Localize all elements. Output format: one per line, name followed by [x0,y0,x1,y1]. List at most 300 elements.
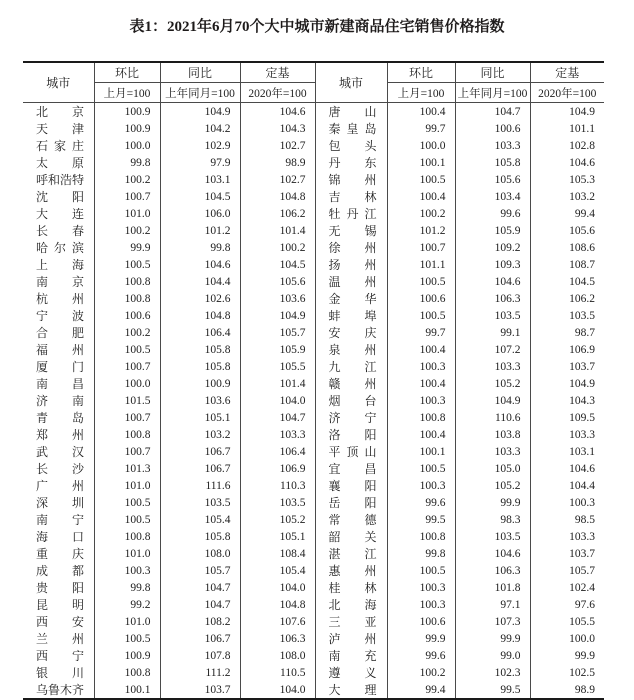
table-row [23,630,604,647]
yoy-cell-right: 99.0 [455,647,530,664]
table-header [23,62,604,103]
city-cell-right [315,647,387,664]
city-cell-right [315,103,387,121]
mom-cell-left: 101.0 [94,205,160,222]
city-cell-right [315,528,387,545]
table-row [23,358,604,375]
city-name: 广州 [36,479,84,493]
mom-cell-left: 100.9 [94,120,160,137]
mom-cell-left: 100.0 [94,375,160,392]
mom-cell-right: 100.8 [387,528,455,545]
mom-cell-right: 100.0 [387,137,455,154]
yoy-cell-left: 104.8 [160,307,240,324]
city-name: 扬州 [328,258,377,272]
city-name: 重庆 [36,547,84,561]
mom-cell-right: 100.5 [387,273,455,290]
mom-cell-left: 100.3 [94,562,160,579]
yoy-cell-right: 103.4 [455,188,530,205]
header-yoy-left: 同比 [160,62,240,83]
city-name: 乌鲁木齐 [36,683,85,697]
city-name: 丹东 [328,156,377,170]
mom-cell-left: 100.7 [94,188,160,205]
city-name: 遵义 [328,666,377,680]
city-cell-right [315,579,387,596]
city-cell-left [23,545,94,562]
table-row [23,681,604,699]
header-city-left: 城市 [23,62,94,103]
city-cell-left [23,222,94,239]
yoy-cell-left: 106.4 [160,324,240,341]
table-row [23,647,604,664]
base-cell-right: 105.6 [569,224,595,237]
yoy-cell-right: 98.3 [455,511,530,528]
base-cell-left: 104.9 [240,307,315,324]
base-cell-right: 104.9 [569,105,595,118]
city-cell-left [23,273,94,290]
table-row [23,528,604,545]
city-cell-left [23,596,94,613]
mom-cell-left: 100.2 [94,222,160,239]
base-cell-right: 103.7 [569,547,595,560]
mom-cell-right: 99.5 [387,511,455,528]
city-name: 大连 [36,207,84,221]
mom-cell-left: 100.9 [94,647,160,664]
base-cell-right: 102.4 [569,581,595,594]
city-cell-right [315,188,387,205]
city-cell-right [315,494,387,511]
city-name: 长沙 [36,462,84,476]
yoy-cell-left: 104.7 [160,579,240,596]
city-cell-left [23,647,94,664]
table-row [23,460,604,477]
yoy-cell-left: 103.1 [160,171,240,188]
city-cell-left [23,120,94,137]
base-cell-right: 105.3 [569,173,595,186]
yoy-cell-right: 99.9 [455,494,530,511]
yoy-cell-right: 105.2 [455,477,530,494]
header-mom-left: 环比 [94,62,160,83]
mom-cell-right: 100.5 [387,460,455,477]
header-base-right: 定基 [555,66,580,80]
yoy-cell-right: 107.3 [455,613,530,630]
mom-cell-left: 100.2 [94,171,160,188]
table-row [23,664,604,681]
yoy-cell-right: 105.6 [455,171,530,188]
mom-cell-right: 100.3 [387,392,455,409]
city-cell-left [23,494,94,511]
base-cell-right: 103.7 [569,360,595,373]
table-body [23,103,604,700]
header-mom-sub-right: 上月=100 [387,83,455,103]
header-base-left: 定基 [240,62,315,83]
city-name: 郑州 [36,428,84,442]
base-cell-left: 104.0 [240,392,315,409]
yoy-cell-right: 99.5 [455,681,530,699]
mom-cell-left: 100.2 [94,324,160,341]
city-cell-left [23,477,94,494]
header-row-sub [23,83,604,103]
city-name: 常德 [328,513,377,527]
city-cell-right [315,222,387,239]
yoy-cell-left: 105.8 [160,341,240,358]
base-cell-right: 106.9 [569,343,595,356]
base-cell-right: 104.6 [569,156,595,169]
base-cell-left: 106.9 [240,460,315,477]
mom-cell-right: 99.6 [387,494,455,511]
mom-cell-left: 101.5 [94,392,160,409]
city-name: 石家庄 [36,139,84,153]
mom-cell-left: 101.0 [94,613,160,630]
city-cell-left [23,307,94,324]
city-name: 杭州 [36,292,84,306]
city-name: 南京 [36,275,84,289]
base-cell-left: 108.4 [240,545,315,562]
city-name: 成都 [36,564,84,578]
header-base-sub-right: 2020年=100 [530,83,604,103]
header-row-main [23,62,604,83]
mom-cell-right: 99.7 [387,324,455,341]
city-name: 南昌 [36,377,84,391]
base-cell-right: 98.7 [574,326,595,339]
mom-cell-right: 99.9 [387,630,455,647]
city-cell-left [23,460,94,477]
base-cell-right: 108.6 [569,241,595,254]
base-cell-right: 104.5 [569,275,595,288]
yoy-cell-right: 109.2 [455,239,530,256]
city-cell-right [315,273,387,290]
city-cell-right [315,681,387,699]
city-name: 湛江 [328,547,377,561]
base-cell-left: 103.6 [240,290,315,307]
city-cell-left [23,528,94,545]
city-cell-left [23,256,94,273]
mom-cell-left: 100.5 [94,630,160,647]
mom-cell-right: 100.1 [387,443,455,460]
mom-cell-right: 100.6 [387,613,455,630]
mom-cell-left: 100.8 [94,664,160,681]
table-row [23,494,604,511]
city-cell-right [315,545,387,562]
base-cell-left: 104.6 [240,103,315,121]
base-cell-left: 106.2 [240,205,315,222]
city-cell-right [315,120,387,137]
table-row [23,324,604,341]
city-name: 泸州 [328,632,377,646]
yoy-cell-left: 105.8 [160,528,240,545]
yoy-cell-right: 110.6 [455,409,530,426]
mom-cell-left: 100.7 [94,409,160,426]
city-name: 宜昌 [328,462,377,476]
mom-cell-right: 100.4 [387,375,455,392]
base-cell-right: 105.5 [569,615,595,628]
yoy-cell-left: 111.2 [160,664,240,681]
mom-cell-right: 100.7 [387,239,455,256]
base-cell-left: 98.9 [240,154,315,171]
city-name: 呼和浩特 [36,173,85,187]
city-name: 西宁 [36,649,84,663]
page-title: 表1：2021年6月70个大中城市新建商品住宅销售价格指数 [129,19,505,35]
base-cell-left: 102.7 [240,137,315,154]
yoy-cell-left: 104.4 [160,273,240,290]
city-cell-right [315,256,387,273]
city-cell-left [23,392,94,409]
city-name: 厦门 [36,360,84,374]
mom-cell-right: 100.5 [387,307,455,324]
city-cell-right [315,477,387,494]
city-cell-left [23,358,94,375]
mom-cell-right: 100.2 [387,205,455,222]
yoy-cell-left: 105.7 [160,562,240,579]
mom-cell-right: 99.8 [387,545,455,562]
table-row [23,545,604,562]
mom-cell-left: 100.6 [94,307,160,324]
city-name: 哈尔滨 [36,241,84,255]
table-row [23,341,604,358]
mom-cell-right: 100.6 [387,290,455,307]
base-cell-right: 99.9 [574,649,595,662]
base-cell-right: 104.4 [569,479,595,492]
city-cell-left [23,137,94,154]
yoy-cell-right: 103.3 [455,358,530,375]
city-cell-right [315,409,387,426]
city-cell-left [23,341,94,358]
base-cell-right: 99.4 [574,207,595,220]
base-cell-left: 104.7 [240,409,315,426]
mom-cell-left: 100.9 [94,103,160,121]
table-row [23,239,604,256]
yoy-cell-left: 107.8 [160,647,240,664]
base-cell-left: 104.3 [240,120,315,137]
base-cell-right: 109.5 [569,411,595,424]
city-name: 襄阳 [328,479,377,493]
yoy-cell-right: 105.0 [455,460,530,477]
mom-cell-left: 100.8 [94,273,160,290]
yoy-cell-right: 103.5 [455,307,530,324]
yoy-cell-left: 103.5 [160,494,240,511]
yoy-cell-right: 103.8 [455,426,530,443]
city-cell-left [23,664,94,681]
city-cell-right [315,358,387,375]
mom-cell-right: 100.3 [387,579,455,596]
yoy-cell-left: 104.5 [160,188,240,205]
table-row [23,120,604,137]
city-name: 桂林 [328,581,377,595]
city-name: 吉林 [328,190,377,204]
city-cell-left [23,630,94,647]
city-cell-right [315,392,387,409]
base-cell-left: 101.4 [240,222,315,239]
base-cell-left: 107.6 [240,613,315,630]
city-name: 大理 [328,683,377,697]
mom-cell-right: 100.3 [387,477,455,494]
base-cell-right: 105.7 [569,564,595,577]
city-name: 海口 [36,530,84,544]
base-cell-right: 104.9 [569,377,595,390]
yoy-cell-left: 106.7 [160,460,240,477]
yoy-cell-left: 97.9 [160,154,240,171]
mom-cell-right: 100.4 [387,341,455,358]
yoy-cell-right: 105.9 [455,222,530,239]
header-yoy-sub-left: 上年同月=100 [160,83,240,103]
yoy-cell-left: 105.4 [160,511,240,528]
yoy-cell-right: 102.3 [455,664,530,681]
base-cell-right: 102.8 [569,139,595,152]
yoy-cell-left: 104.6 [160,256,240,273]
base-cell-left: 101.4 [240,375,315,392]
city-name: 北京 [36,105,84,119]
city-cell-right [315,341,387,358]
city-cell-left [23,426,94,443]
base-cell-right: 104.3 [569,394,595,407]
city-name: 贵阳 [36,581,84,595]
mom-cell-right: 100.5 [387,171,455,188]
city-cell-left [23,681,94,699]
city-name: 平顶山 [328,445,377,459]
table-row [23,222,604,239]
city-name: 合肥 [36,326,84,340]
base-cell-left: 105.6 [240,273,315,290]
city-cell-left [23,562,94,579]
yoy-cell-right: 104.7 [455,103,530,121]
city-cell-right [315,137,387,154]
city-name: 韶关 [328,530,377,544]
table-row [23,171,604,188]
header-city-right: 城市 [315,62,387,103]
header-mom-right: 环比 [387,62,455,83]
yoy-cell-right: 104.6 [455,273,530,290]
base-cell-left: 104.8 [240,596,315,613]
mom-cell-left: 100.7 [94,358,160,375]
city-name: 深圳 [36,496,84,510]
mom-cell-right: 100.5 [387,562,455,579]
base-cell-left: 106.4 [240,443,315,460]
table-row [23,188,604,205]
base-cell-left: 100.2 [240,239,315,256]
base-cell-right: 106.2 [569,292,595,305]
yoy-cell-left: 99.8 [160,239,240,256]
yoy-cell-right: 106.3 [455,290,530,307]
city-cell-left [23,613,94,630]
city-cell-left [23,239,94,256]
mom-cell-right: 100.4 [387,426,455,443]
city-cell-right [315,460,387,477]
city-name: 九江 [328,360,377,374]
yoy-cell-right: 103.3 [455,443,530,460]
yoy-cell-right: 106.3 [455,562,530,579]
table-row [23,290,604,307]
mom-cell-left: 100.5 [94,511,160,528]
mom-cell-left: 100.7 [94,443,160,460]
city-name: 武汉 [36,445,84,459]
yoy-cell-right: 105.8 [455,154,530,171]
city-name: 徐州 [328,241,377,255]
city-name: 唐山 [328,105,377,119]
mom-cell-left: 100.5 [94,341,160,358]
city-name: 兰州 [36,632,84,646]
base-cell-right: 103.1 [569,445,595,458]
table-row [23,392,604,409]
city-name: 青岛 [36,411,84,425]
yoy-cell-left: 108.2 [160,613,240,630]
yoy-cell-left: 111.6 [160,477,240,494]
base-cell-right: 103.5 [569,309,595,322]
yoy-cell-left: 106.7 [160,443,240,460]
city-name: 福州 [36,343,84,357]
city-name: 南宁 [36,513,84,527]
city-cell-right [315,664,387,681]
mom-cell-left: 99.8 [94,154,160,171]
mom-cell-right: 100.3 [387,596,455,613]
city-cell-right [315,613,387,630]
city-cell-right [315,205,387,222]
mom-cell-left: 100.5 [94,494,160,511]
header-yoy-sub-right: 上年同月=100 [455,83,530,103]
mom-cell-left: 101.3 [94,460,160,477]
mom-cell-right: 99.6 [387,647,455,664]
yoy-cell-left: 105.8 [160,358,240,375]
yoy-cell-right: 100.6 [455,120,530,137]
base-cell-right: 100.0 [569,632,595,645]
base-cell-right: 101.1 [569,122,595,135]
base-cell-right: 103.2 [569,190,595,203]
city-cell-left [23,188,94,205]
city-name: 长春 [36,224,84,238]
table-row [23,426,604,443]
mom-cell-right: 100.1 [387,154,455,171]
city-name: 无锡 [328,224,377,238]
yoy-cell-right: 97.1 [455,596,530,613]
base-cell-right: 102.5 [569,666,595,679]
yoy-cell-left: 104.9 [160,103,240,121]
base-cell-right: 100.3 [569,496,595,509]
table-row [23,137,604,154]
city-name: 岳阳 [328,496,377,510]
price-index-table [23,61,604,700]
mom-cell-left: 101.0 [94,545,160,562]
city-cell-left [23,324,94,341]
base-cell-left: 105.7 [240,324,315,341]
yoy-cell-right: 105.2 [455,375,530,392]
base-cell-left: 102.7 [240,171,315,188]
city-cell-right [315,239,387,256]
base-cell-left: 104.0 [240,681,315,699]
base-cell-left: 104.8 [240,188,315,205]
table-row [23,273,604,290]
city-cell-right [315,426,387,443]
yoy-cell-right: 109.3 [455,256,530,273]
table-row [23,596,604,613]
city-name: 济南 [36,394,84,408]
yoy-cell-left: 106.7 [160,630,240,647]
city-cell-right [315,562,387,579]
city-cell-right [315,630,387,647]
city-name: 金华 [328,292,377,306]
yoy-cell-left: 100.9 [160,375,240,392]
city-name: 南充 [328,649,377,663]
yoy-cell-right: 104.6 [455,545,530,562]
base-cell-left: 105.5 [240,358,315,375]
mom-cell-left: 100.8 [94,426,160,443]
city-cell-right [315,375,387,392]
city-name: 烟台 [328,394,377,408]
city-name: 西安 [36,615,84,629]
city-cell-right [315,290,387,307]
base-cell-left: 105.9 [240,341,315,358]
header-yoy-right: 同比 [455,62,530,83]
city-cell-right [315,443,387,460]
city-name: 上海 [36,258,84,272]
city-cell-left [23,171,94,188]
